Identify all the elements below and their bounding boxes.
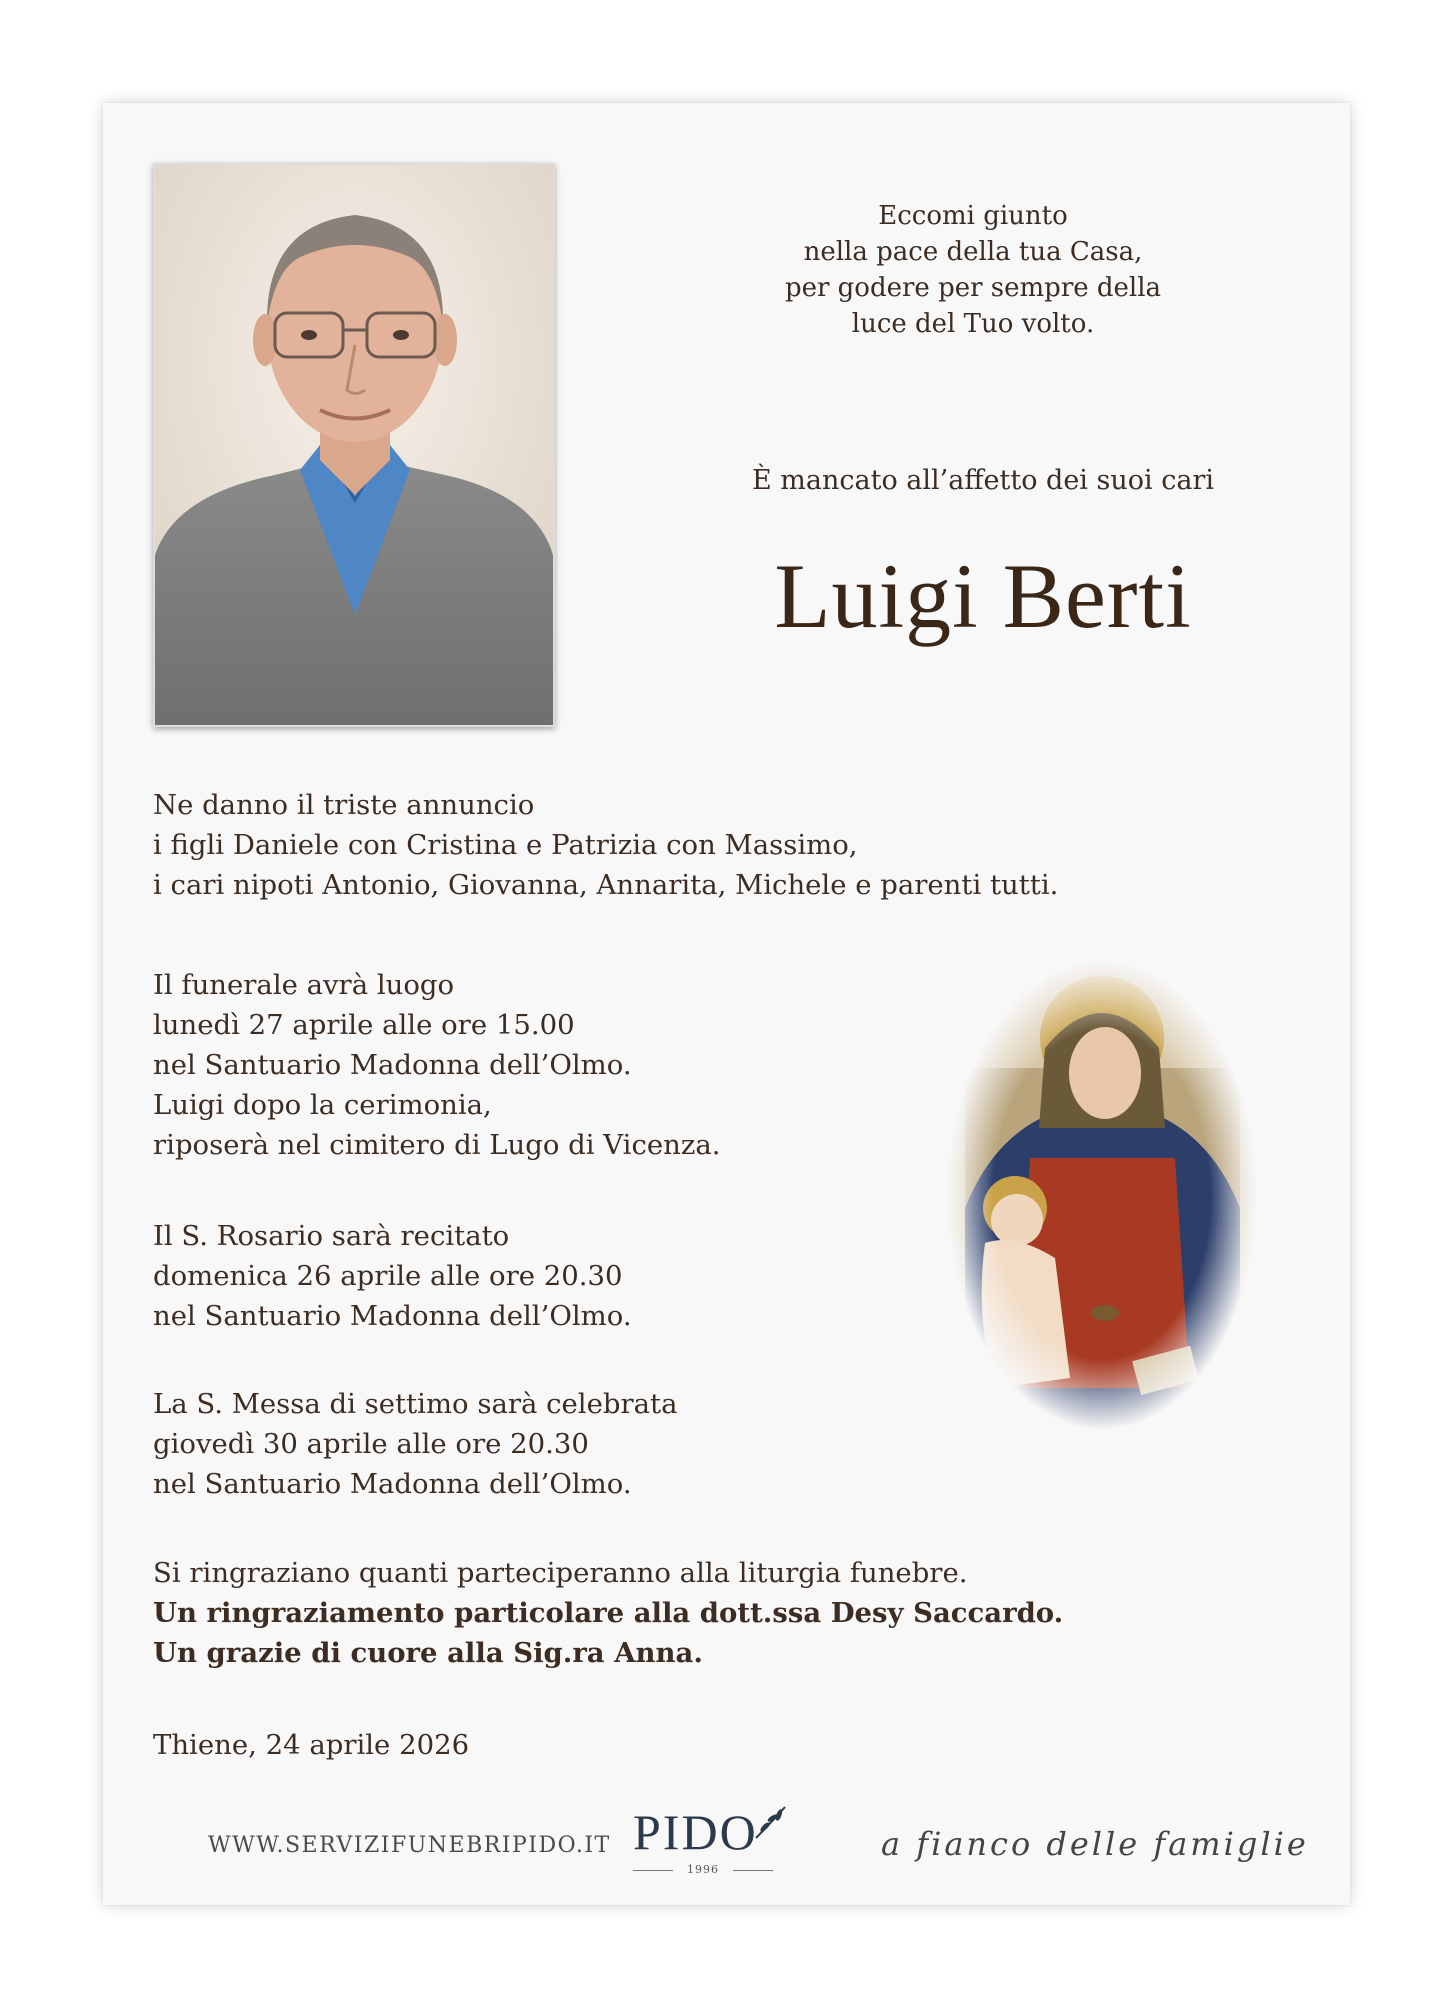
tagline: a fianco delle famiglie	[881, 1825, 1309, 1863]
rosary-info	[153, 1216, 632, 1336]
thanks-special: Un ringraziamento particolare alla dott.ssa Desy Saccardo.	[153, 1597, 1064, 1629]
verse-line: Eccomi giunto	[878, 201, 1068, 231]
funeral-info	[153, 965, 720, 1165]
announcement	[153, 785, 1058, 905]
rosary-line: nel Santuario Madonna dell’Olmo.	[153, 1300, 632, 1332]
verse-line: per godere per sempre della	[784, 273, 1162, 303]
funeral-line: nel Santuario Madonna dell’Olmo.	[153, 1049, 632, 1081]
website-link[interactable]: WWW.SERVIZIFUNEBRIPIDO.IT	[208, 1833, 611, 1858]
funeral-line: lunedì 27 aprile alle ore 15.00	[153, 1009, 575, 1041]
funeral-line: Luigi dopo la cerimonia,	[153, 1089, 492, 1121]
verse-line: nella pace della tua Casa,	[803, 237, 1143, 267]
olive-branch-icon	[751, 1803, 791, 1843]
obituary-sheet	[103, 103, 1350, 1905]
mass-line: giovedì 30 aprile alle ore 20.30	[153, 1428, 589, 1460]
funeral-line: Il funerale avrà luogo	[153, 969, 455, 1001]
logo-year: 1996	[687, 1863, 719, 1876]
thanks-special: Un grazie di cuore alla Sig.ra Anna.	[153, 1637, 703, 1669]
announcement-line: i cari nipoti Antonio, Giovanna, Annarita, Michele e parenti tutti.	[153, 869, 1059, 901]
logo-text: PIDO	[633, 1804, 758, 1860]
thanks	[153, 1553, 1063, 1673]
deceased-name: Luigi Berti	[774, 545, 1192, 647]
intro-text: È mancato all’affetto dei suoi cari	[752, 465, 1214, 496]
funeral-line: riposerà nel cimitero di Lugo di Vicenza.	[153, 1129, 721, 1161]
verse	[743, 198, 1203, 342]
mass-info	[153, 1384, 677, 1504]
verse-line: luce del Tuo volto.	[851, 309, 1095, 339]
madonna-image	[945, 958, 1260, 1433]
announcement-line: i figli Daniele con Cristina e Patrizia con Massimo,	[153, 829, 858, 861]
pido-logo	[633, 1803, 808, 1883]
announcement-line: Ne danno il triste annuncio	[153, 789, 535, 821]
place-date: Thiene, 24 aprile 2026	[153, 1729, 470, 1761]
logo-rule	[733, 1870, 773, 1871]
mass-line: La S. Messa di settimo sarà celebrata	[153, 1388, 678, 1420]
rosary-line: Il S. Rosario sarà recitato	[153, 1220, 510, 1252]
portrait-photo	[153, 163, 555, 727]
rosary-line: domenica 26 aprile alle ore 20.30	[153, 1260, 623, 1292]
thanks-general: Si ringraziano quanti parteciperanno alla liturgia funebre.	[153, 1557, 968, 1589]
mass-line: nel Santuario Madonna dell’Olmo.	[153, 1468, 632, 1500]
